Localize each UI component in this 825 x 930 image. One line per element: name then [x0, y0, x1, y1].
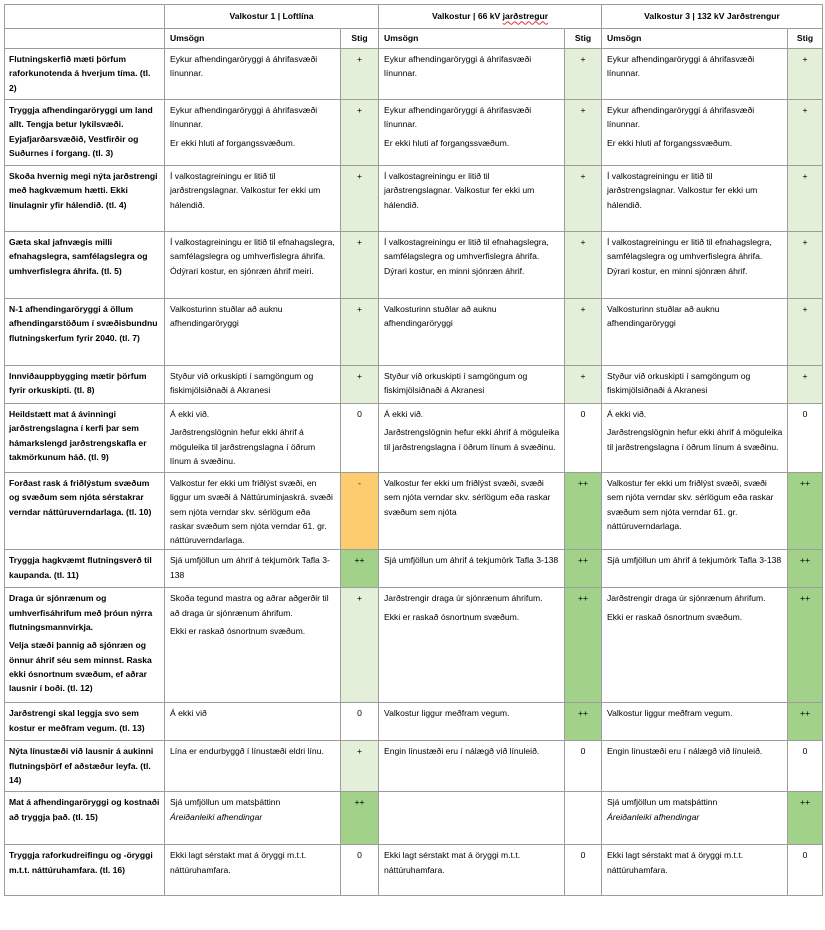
description-paragraph: Valkosturinn stuðlar að auknu afhendingaröryggi: [170, 304, 283, 329]
description-paragraph: Jarðstrengslögnin hefur ekki áhrif á möguleika til jarðstrengslagna í öðrum línum á svæðinu.: [384, 427, 560, 452]
option-1-description: [165, 741, 341, 792]
description-paragraph: Ekki er raskað ósnortnum svæðum.: [607, 611, 743, 622]
option-3-score: +: [788, 166, 823, 232]
subheader-description: Umsögn: [165, 29, 341, 49]
option-3-score: ++: [788, 703, 823, 741]
option-1-description: [165, 404, 341, 473]
option-3-description: [602, 100, 788, 166]
option-2-score: +: [565, 49, 602, 100]
option-2-description: [379, 100, 565, 166]
option-2-score: 0: [565, 404, 602, 473]
option-2-description: [379, 166, 565, 232]
description-paragraph: Valkostur liggur meðfram vegum.: [384, 708, 510, 719]
option-1-description: [165, 588, 341, 703]
option-3-description: [602, 588, 788, 703]
option-1-score: +: [341, 166, 379, 232]
description-paragraph: Styður við orkuskipti í samgöngum og fiskimjölsiðnaði á Akranesi: [170, 371, 314, 396]
description-paragraph: Valkostur fer ekki um friðlýst svæði, svæði sem njóta verndar skv. sérlögum eða raskar svæðum sem njóta verndar 61. gr. náttúruverndarlaga.: [607, 478, 774, 531]
criterion-cell: Flutningskerfið mæti þörfum raforkunotenda á hverjum tíma. (tl. 2): [5, 49, 165, 100]
option-2-description: [379, 366, 565, 404]
option-1-description: [165, 366, 341, 404]
subheader-description: Umsögn: [602, 29, 788, 49]
option-3-score: 0: [788, 741, 823, 792]
criterion-cell: [5, 588, 165, 703]
description-paragraph: Jarðstrengir draga úr sjónrænum áhrifum.: [607, 593, 766, 604]
option-1-description: [165, 232, 341, 299]
description-paragraph: Á ekki við.: [170, 409, 210, 419]
description-paragraph: Í valkostagreiningu er litið til jarðstrengslagnar. Valkostur fer ekki um hálendið.: [607, 171, 758, 210]
option-3-score: +: [788, 299, 823, 366]
table-row: [5, 588, 823, 703]
subheader-row: [5, 29, 823, 49]
subheader-score: Stig: [341, 29, 379, 49]
description-paragraph: Engin línustæði eru í nálægð við línuleið.: [384, 746, 540, 757]
option-3-description: [602, 473, 788, 550]
header-option-1: Valkostur 1 | Loftlína: [165, 5, 379, 29]
option-1-score: +: [341, 299, 379, 366]
option-1-score: ++: [341, 792, 379, 845]
option-1-description: [165, 550, 341, 588]
option-1-description: [165, 299, 341, 366]
table-row: [5, 49, 823, 100]
description-paragraph: Á ekki við.: [384, 409, 424, 419]
option-2-score: +: [565, 100, 602, 166]
criterion-cell: Heildstætt mat á ávinningi jarðstrengslagna í kerfi þar sem hámarkslengd jarðstrengskafla er takmörkunum háð. (tl. 9): [5, 404, 165, 473]
description-paragraph: Eykur afhendingaröryggi á áhrifasvæði línunnar.: [607, 105, 755, 130]
option-2-description: [379, 473, 565, 550]
option-3-score: ++: [788, 588, 823, 703]
subheader-description: Umsögn: [379, 29, 565, 49]
option-1-description: [165, 703, 341, 741]
description-paragraph: Sjá umfjöllun um matsþáttinn: [607, 797, 718, 808]
option-1-score: 0: [341, 703, 379, 741]
description-paragraph: Í valkostagreiningu er litið til efnahagslegra, samfélagslegra og umhverfislegra áhrifa. Dýrari kostur, en minni sjónræn áhrif.: [384, 237, 549, 276]
table-row: [5, 100, 823, 166]
header-option-2-misspelled: jarðstregur: [502, 11, 549, 22]
option-3-score: 0: [788, 404, 823, 473]
option-1-score: ++: [341, 550, 379, 588]
option-2-description: [379, 703, 565, 741]
description-paragraph: Jarðstrengir draga úr sjónrænum áhrifum.: [384, 593, 543, 604]
description-paragraph: Ekki lagt sérstakt mat á öryggi m.t.t. náttúruhamfara.: [384, 850, 521, 875]
criterion-cell: Jarðstrengi skal leggja svo sem kostur er meðfram vegum. (tl. 13): [5, 703, 165, 741]
option-2-score: +: [565, 366, 602, 404]
subheader-score: Stig: [788, 29, 823, 49]
option-2-description: [379, 299, 565, 366]
description-paragraph: Ekki er raskað ósnortnum svæðum.: [170, 626, 306, 637]
criterion-cell: Innviðauppbygging mætir þörfum fyrir orkuskipti. (tl. 8): [5, 366, 165, 404]
option-3-description: [602, 166, 788, 232]
option-1-score: +: [341, 49, 379, 100]
description-paragraph: Sjá umfjöllun um matsþáttinn: [170, 797, 281, 808]
subheader-corner: [5, 29, 165, 49]
option-2-score: +: [565, 232, 602, 299]
description-paragraph: Valkosturinn stuðlar að auknu afhendingaröryggi: [607, 304, 720, 329]
option-2-score: ++: [565, 473, 602, 550]
table-row: [5, 299, 823, 366]
criterion-cell: Tryggja raforkudreifingu og -öryggi m.t.t. náttúruhamfara. (tl. 16): [5, 845, 165, 896]
description-paragraph: Í valkostagreiningu er litið til jarðstrengslagnar. Valkostur fer ekki um hálendið.: [170, 171, 321, 210]
criterion-cell: Mat á afhendingaröryggi og kostnaði að tryggja það. (tl. 15): [5, 792, 165, 845]
option-3-score: ++: [788, 792, 823, 845]
option-2-score: ++: [565, 588, 602, 703]
table-row: [5, 703, 823, 741]
subheader-score: Stig: [565, 29, 602, 49]
description-paragraph: Er ekki hluti af forgangssvæðum.: [170, 137, 296, 148]
description-paragraph: Jarðstrengslögnin hefur ekki áhrif á möguleika til jarðstrengslagna í öðrum línum á svæðinu.: [607, 427, 783, 452]
option-1-score: 0: [341, 404, 379, 473]
description-paragraph: Styður við orkuskipti í samgöngum og fiskimjölsiðnaði á Akranesi: [607, 371, 751, 396]
table-row: [5, 404, 823, 473]
table-row: [5, 166, 823, 232]
description-paragraph: Eykur afhendingaröryggi á áhrifasvæði línunnar.: [384, 54, 532, 79]
description-paragraph: Er ekki hluti af forgangssvæðum.: [384, 137, 510, 148]
header-corner: [5, 5, 165, 29]
option-2-score: ++: [565, 703, 602, 741]
description-paragraph: Sjá umfjöllun um áhrif á tekjumörk Tafla 3-138: [384, 555, 559, 566]
option-1-score: +: [341, 232, 379, 299]
criterion-cell: Forðast rask á friðlýstum svæðum og svæðum sem njóta sérstakrar verndar náttúruverndarlaga. (tl. 10): [5, 473, 165, 550]
criterion-cell: Tryggja hagkvæmt flutningsverð til kaupanda. (tl. 11): [5, 550, 165, 588]
option-3-score: +: [788, 49, 823, 100]
option-1-score: 0: [341, 845, 379, 896]
option-1-description: [165, 792, 341, 845]
option-2-score: 0: [565, 845, 602, 896]
assessment-table: [4, 4, 823, 896]
option-1-description: [165, 845, 341, 896]
option-3-description: [602, 49, 788, 100]
criterion-text: Draga úr sjónrænum og umhverfisáhrifum með þróun nýrra flutningsmannvirkja.: [9, 593, 153, 633]
description-paragraph: Eykur afhendingaröryggi á áhrifasvæði línunnar.: [170, 105, 318, 130]
option-3-description: [602, 792, 788, 845]
table-row: [5, 473, 823, 550]
option-2-description: [379, 404, 565, 473]
option-2-score: ++: [565, 550, 602, 588]
description-paragraph: Sjá umfjöllun um áhrif á tekjumörk Tafla 3-138: [607, 555, 782, 566]
table-row: [5, 232, 823, 299]
description-paragraph: Valkosturinn stuðlar að auknu afhendingaröryggi: [384, 304, 497, 329]
option-3-score: +: [788, 232, 823, 299]
description-paragraph: Ekki lagt sérstakt mat á öryggi m.t.t. náttúruhamfara.: [607, 850, 744, 875]
option-2-description: [379, 550, 565, 588]
description-paragraph: Valkostur fer ekki um friðlýst svæði, svæði sem njóta verndar skv. sérlögum eða raskar svæðum sem njóta: [384, 478, 551, 517]
option-2-score: [565, 792, 602, 845]
description-italic-reference: Áreiðanleiki afhendingar: [170, 811, 263, 822]
criterion-cell: Gæta skal jafnvægis milli efnahagslegra, samfélagslegra og umhverfislegra áhrifa. (tl. 5): [5, 232, 165, 299]
option-3-score: ++: [788, 550, 823, 588]
option-1-description: [165, 166, 341, 232]
description-paragraph: Er ekki hluti af forgangssvæðum.: [607, 137, 733, 148]
option-2-description: [379, 792, 565, 845]
option-1-description: [165, 49, 341, 100]
option-1-score: -: [341, 473, 379, 550]
option-3-description: [602, 845, 788, 896]
header-row: [5, 5, 823, 29]
description-italic-reference: Áreiðanleiki afhendingar: [607, 811, 700, 822]
option-3-description: [602, 232, 788, 299]
header-option-2-prefix: Valkostur | 66 kV: [431, 11, 503, 22]
option-1-score: +: [341, 366, 379, 404]
option-1-description: [165, 473, 341, 550]
criterion-text: Velja stæði þannig að sjónræn og önnur áhrif séu sem minnst. Raska ekki ósnortnum svæðum, ef aðrar lausnir í boði. (tl. 12): [9, 640, 152, 694]
table-row: [5, 792, 823, 845]
option-3-description: [602, 741, 788, 792]
header-option-2: [379, 5, 602, 29]
option-3-description: [602, 703, 788, 741]
description-paragraph: Ekki er raskað ósnortnum svæðum.: [384, 611, 520, 622]
description-paragraph: Eykur afhendingaröryggi á áhrifasvæði línunnar.: [607, 54, 755, 79]
table-body: [5, 49, 823, 896]
option-3-score: ++: [788, 473, 823, 550]
description-paragraph: Sjá umfjöllun um áhrif á tekjumörk Tafla 3-138: [170, 555, 330, 580]
description-paragraph: Engin línustæði eru í nálægð við línuleið.: [607, 746, 763, 757]
description-paragraph: Valkostur liggur meðfram vegum.: [607, 708, 733, 719]
option-2-score: +: [565, 299, 602, 366]
option-3-score: 0: [788, 845, 823, 896]
option-2-score: +: [565, 166, 602, 232]
option-1-description: [165, 100, 341, 166]
table-row: [5, 741, 823, 792]
description-paragraph: Á ekki við.: [607, 409, 647, 419]
description-paragraph: Í valkostagreiningu er litið til efnahagslegra, samfélagslegra og umhverfislegra áhrifa. Ódýrari kostur, en sjónræn áhrif meiri.: [170, 237, 335, 276]
option-1-score: +: [341, 741, 379, 792]
option-2-description: [379, 741, 565, 792]
description-paragraph: Lína er endurbyggð í línustæði eldri línu.: [170, 746, 324, 757]
criterion-cell: N-1 afhendingaröryggi á öllum afhendingarstöðum í svæðisbundnu flutningskerfum fyrir 2040. (tl. 7): [5, 299, 165, 366]
table-row: [5, 550, 823, 588]
description-paragraph: Eykur afhendingaröryggi á áhrifasvæði línunnar.: [384, 105, 532, 130]
table-row: [5, 366, 823, 404]
description-paragraph: Skoða tegund mastra og aðrar aðgerðir til að draga úr sjónrænum áhrifum.: [170, 593, 329, 618]
option-2-description: [379, 232, 565, 299]
description-paragraph: Ekki lagt sérstakt mat á öryggi m.t.t. náttúruhamfara.: [170, 850, 307, 875]
description-paragraph: Eykur afhendingaröryggi á áhrifasvæði línunnar.: [170, 54, 318, 79]
description-paragraph: Jarðstrengslögnin hefur ekki áhrif á möguleika til jarðstrengslagna í öðrum línum á svæðinu.: [170, 427, 316, 466]
option-3-description: [602, 366, 788, 404]
option-3-description: [602, 404, 788, 473]
criterion-cell: Tryggja afhendingaröryggi um land allt. Tengja betur lykilsvæði. Eyjafjarðarsvæðið, Vestfirðir og Suðurnes í forgang. (tl. 3): [5, 100, 165, 166]
description-paragraph: Valkostur fer ekki um friðlýst svæði, en liggur um svæði á Náttúruminjaskrá. svæði sem njóta verndar skv. sérlögum eða raskar svæðum sem njóta verndar 61. gr. náttúruverndarlaga.: [170, 478, 333, 546]
description-paragraph: Í valkostagreiningu er litið til efnahagslegra, samfélagslegra og umhverfislegra áhrifa. Dýrari kostur, en minni sjónræn áhrif.: [607, 237, 772, 276]
option-2-description: [379, 49, 565, 100]
description-paragraph: Í valkostagreiningu er litið til jarðstrengslagnar. Valkostur fer ekki um hálendið.: [384, 171, 535, 210]
option-3-description: [602, 299, 788, 366]
criterion-cell: Nýta línustæði við lausnir á aukinni flutningsþörf ef aðstæður leyfa. (tl. 14): [5, 741, 165, 792]
option-1-score: +: [341, 100, 379, 166]
option-3-score: +: [788, 366, 823, 404]
option-3-description: [602, 550, 788, 588]
option-2-score: 0: [565, 741, 602, 792]
option-1-score: +: [341, 588, 379, 703]
header-option-3: Valkostur 3 | 132 kV Jarðstrengur: [602, 5, 823, 29]
option-3-score: +: [788, 100, 823, 166]
option-2-description: [379, 845, 565, 896]
description-paragraph: Á ekki við: [170, 708, 207, 719]
description-paragraph: Styður við orkuskipti í samgöngum og fiskimjölsiðnaði á Akranesi: [384, 371, 528, 396]
table-row: [5, 845, 823, 896]
option-2-description: [379, 588, 565, 703]
criterion-cell: Skoða hvernig megi nýta jarðstrengi með hagkvæmum hætti. Ekki línulagnir yfir hálendið. (tl. 4): [5, 166, 165, 232]
